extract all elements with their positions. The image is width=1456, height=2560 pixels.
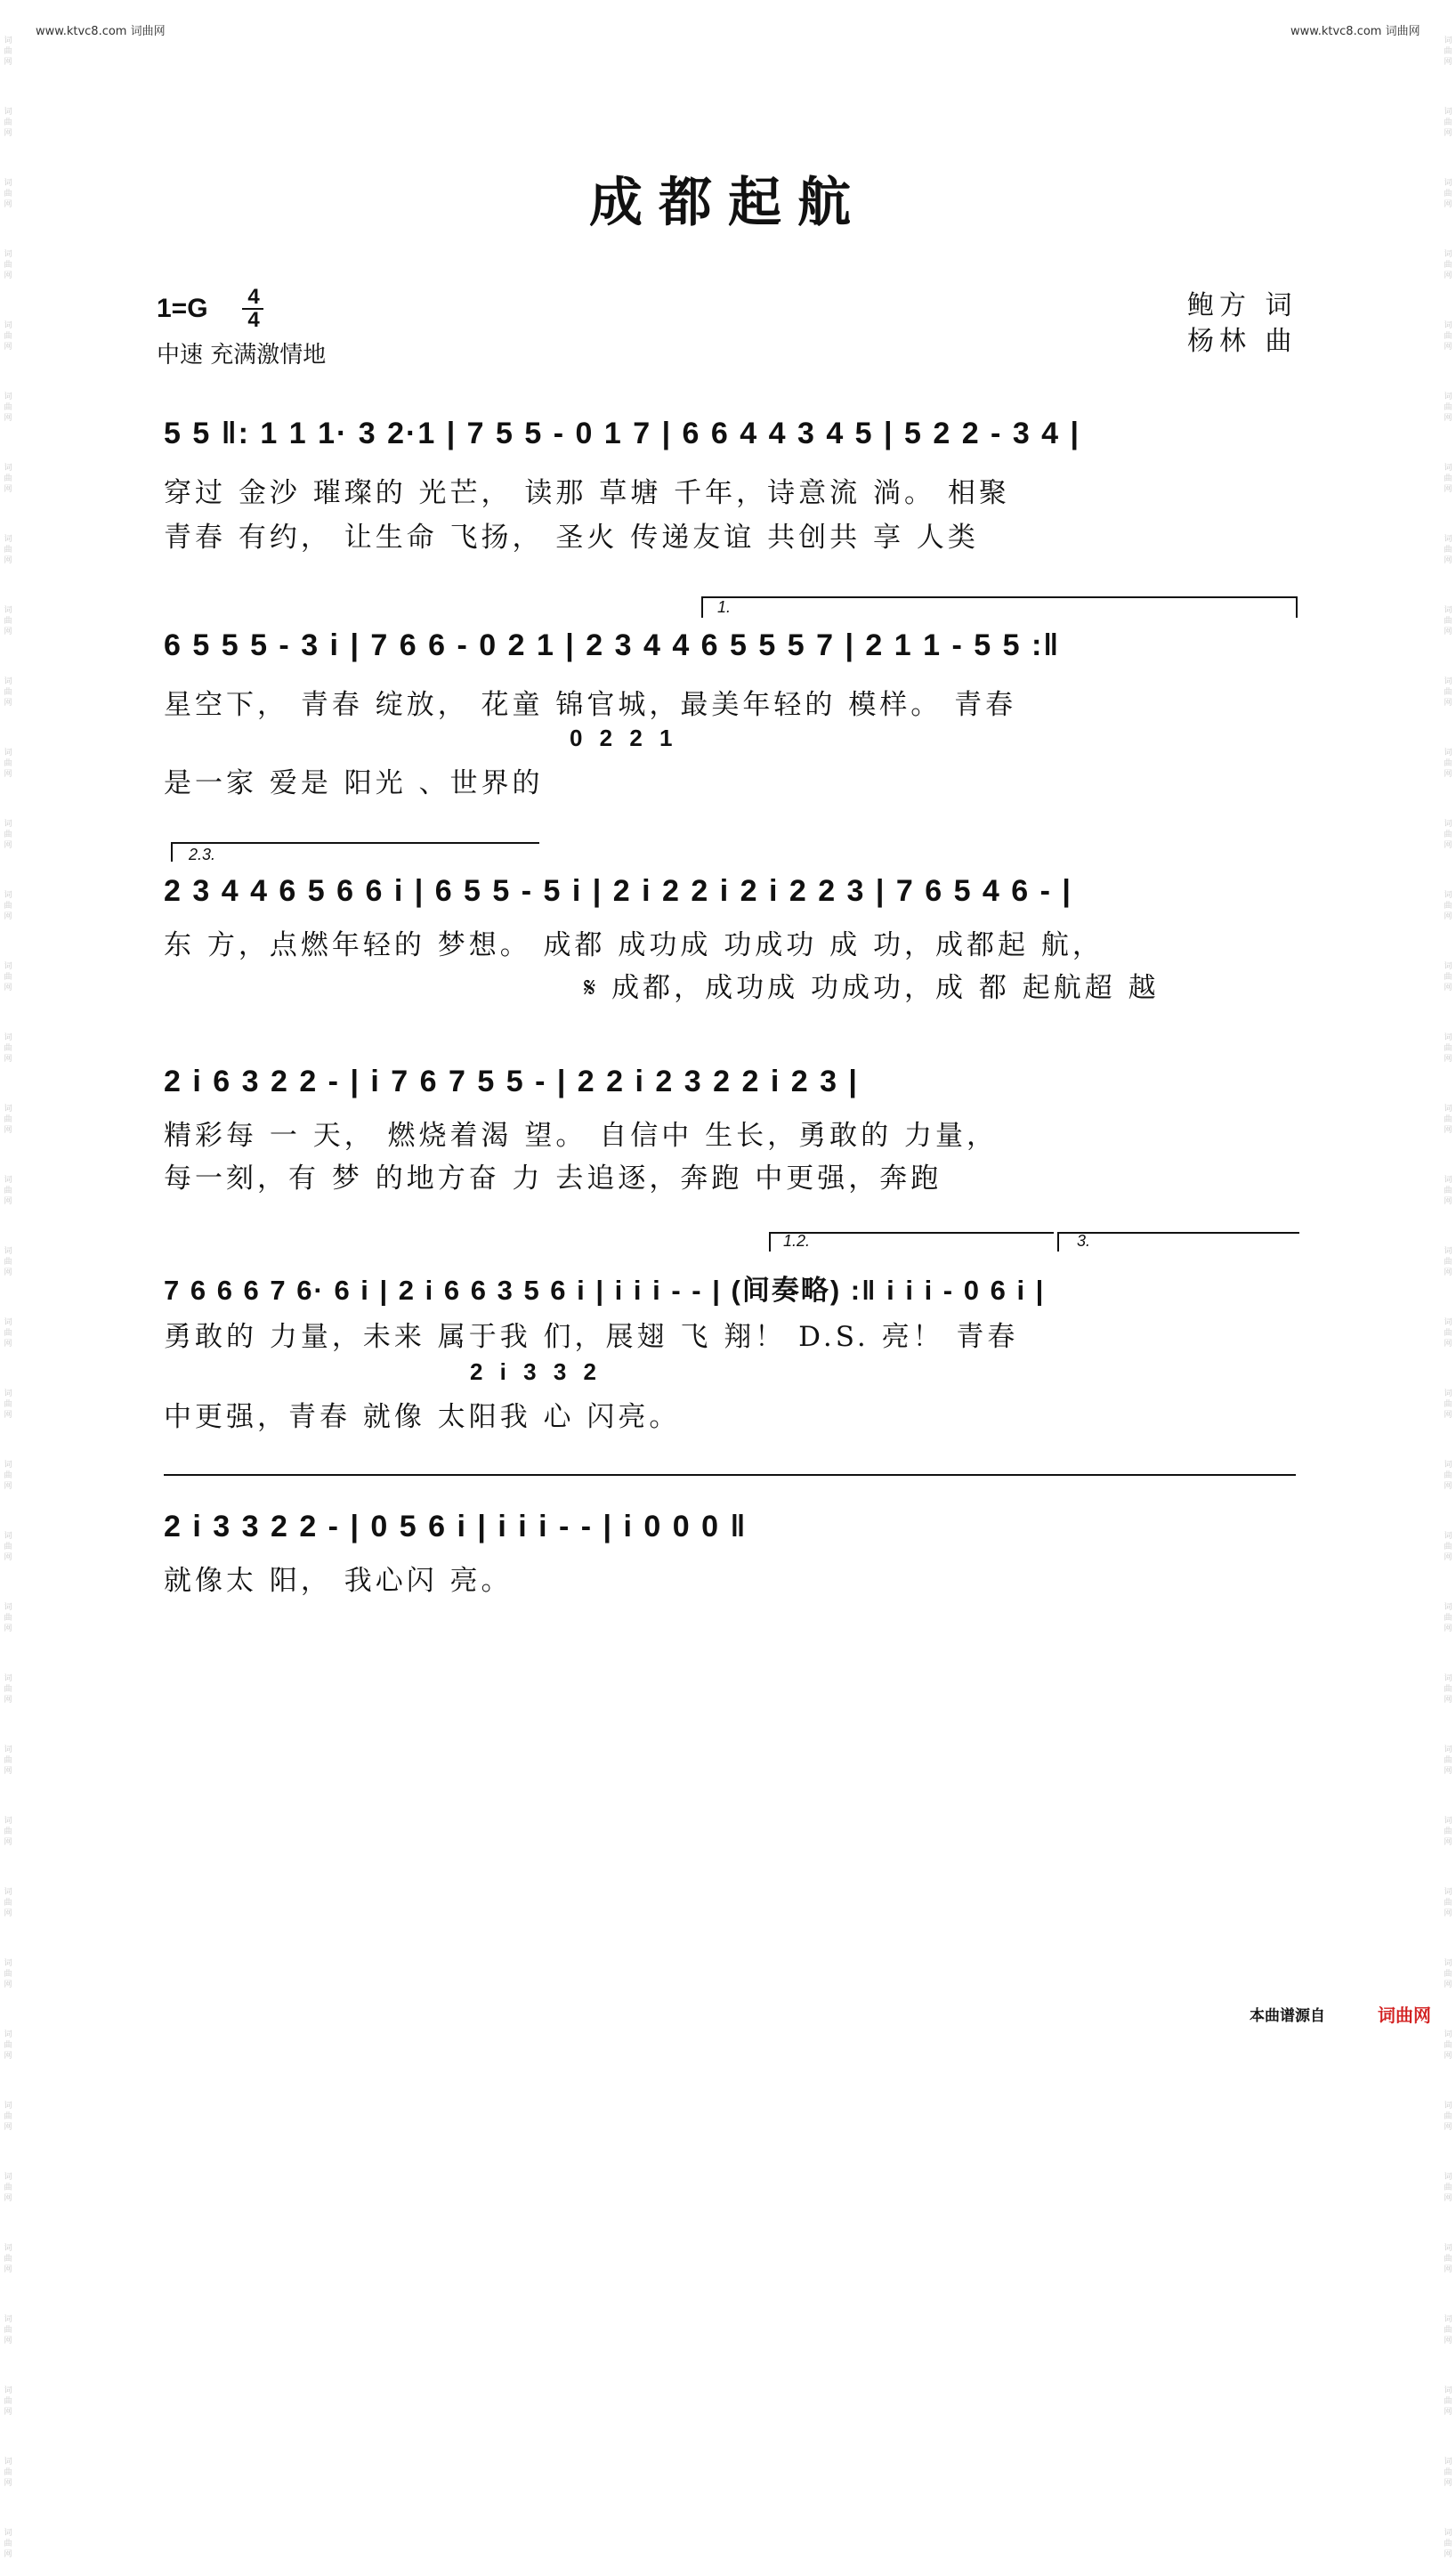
side-mark: 词曲网 bbox=[1444, 1247, 1452, 1277]
side-mark: 词曲网 bbox=[4, 108, 12, 138]
notation-line-6: 2 i 3 3 2 2 - | 0 5 6 i | i i i - - | i 0 0 0 ‖ bbox=[164, 1510, 748, 1543]
side-mark: 词曲网 bbox=[4, 1033, 12, 1064]
side-mark: 词曲网 bbox=[4, 321, 12, 352]
lyric-line-6a: 就像太 阳， 我心闪 亮。 bbox=[164, 1565, 513, 1597]
site-watermark-right: www.ktvc8.com 词曲网 bbox=[1290, 25, 1420, 38]
side-mark: 词曲网 bbox=[4, 393, 12, 423]
side-mark: 词曲网 bbox=[1444, 36, 1452, 67]
side-mark: 词曲网 bbox=[4, 1674, 12, 1705]
composer-credit: 杨林 曲 bbox=[1187, 326, 1298, 357]
side-mark: 词曲网 bbox=[1444, 1888, 1452, 1918]
time-signature bbox=[242, 287, 265, 331]
side-mark: 词曲网 bbox=[4, 1247, 12, 1277]
lyric-line-1a: 穿过 金沙 璀璨的 光芒， 读那 草塘 千年，诗意流 淌。 相聚 bbox=[164, 477, 1010, 509]
right-side-watermark bbox=[1442, 36, 1454, 2559]
volta-bracket-4 bbox=[1057, 1232, 1299, 1234]
volta-bracket-1-left bbox=[701, 596, 703, 618]
notation-line-1: 5 5 ‖: 1 1 1· 3 2·1 | 7 5 5 - 0 1 7 | 6 6 4 4 3 4 5 | 5 2 2 - 3 4 | bbox=[164, 417, 1081, 450]
side-mark: 词曲网 bbox=[4, 820, 12, 850]
side-mark: 词曲网 bbox=[4, 677, 12, 708]
side-mark: 词曲网 bbox=[1444, 820, 1452, 850]
alt-notation-2: 0 2 2 1 bbox=[570, 725, 678, 751]
lyric-line-3a: 东 方，点燃年轻的 梦想。 成都 成功成 功成功 成 功，成都起 航， bbox=[164, 929, 1104, 961]
side-mark: 词曲网 bbox=[1444, 321, 1452, 352]
side-mark: 词曲网 bbox=[1444, 1603, 1452, 1633]
side-mark: 词曲网 bbox=[4, 1746, 12, 1776]
lyric-line-2a: 星空下， 青春 绽放， 花童 锦官城，最美年轻的 模样。 青春 bbox=[164, 689, 1017, 721]
side-mark: 词曲网 bbox=[4, 2173, 12, 2203]
time-signature-bottom: 4 bbox=[247, 308, 260, 332]
notation-line-2: 6 5 5 5 - 3 i | 7 6 6 - 0 2 1 | 2 3 4 4 6 5 5 5 7 | 2 1 1 - 5 5 :‖ bbox=[164, 628, 1061, 662]
side-mark: 词曲网 bbox=[4, 2386, 12, 2417]
volta-bracket-2-left bbox=[171, 842, 173, 862]
side-mark: 词曲网 bbox=[4, 962, 12, 992]
side-mark: 词曲网 bbox=[4, 891, 12, 921]
song-title: 成都起航 bbox=[589, 172, 867, 234]
time-signature-top: 4 bbox=[247, 285, 260, 309]
side-mark: 词曲网 bbox=[1444, 1532, 1452, 1562]
side-mark: 词曲网 bbox=[1444, 2529, 1452, 2559]
side-mark: 词曲网 bbox=[4, 179, 12, 209]
side-mark: 词曲网 bbox=[4, 2529, 12, 2559]
side-mark: 词曲网 bbox=[1444, 677, 1452, 708]
side-mark: 词曲网 bbox=[4, 2030, 12, 2061]
lyric-line-3b: 𝄋 成都，成功成 功成功，成 都 起航超 越 bbox=[584, 972, 1160, 1004]
side-mark: 词曲网 bbox=[1444, 1959, 1452, 1989]
side-mark: 词曲网 bbox=[1444, 393, 1452, 423]
side-mark: 词曲网 bbox=[4, 1817, 12, 1847]
side-mark: 词曲网 bbox=[4, 1318, 12, 1349]
side-mark: 词曲网 bbox=[4, 2458, 12, 2488]
final-staff-top bbox=[164, 1474, 1296, 1476]
left-side-watermark bbox=[2, 36, 14, 2559]
alt-notation-5: 2 i 3 3 2 bbox=[470, 1358, 602, 1385]
side-mark: 词曲网 bbox=[1444, 179, 1452, 209]
side-mark: 词曲网 bbox=[4, 36, 12, 67]
volta-1-label: 1. bbox=[717, 598, 732, 616]
side-mark: 词曲网 bbox=[4, 1105, 12, 1135]
footer-source: 本曲谱源自 bbox=[1250, 2007, 1325, 2025]
side-mark: 词曲网 bbox=[1444, 749, 1452, 779]
side-mark: 词曲网 bbox=[4, 1532, 12, 1562]
side-mark: 词曲网 bbox=[4, 1389, 12, 1420]
side-mark: 词曲网 bbox=[4, 749, 12, 779]
side-mark: 词曲网 bbox=[1444, 2244, 1452, 2274]
lyric-line-5b: 中更强，青春 就像 太阳我 心 闪亮。 bbox=[164, 1401, 681, 1433]
side-mark: 词曲网 bbox=[1444, 108, 1452, 138]
volta-bracket-3 bbox=[769, 1232, 1054, 1234]
side-mark: 词曲网 bbox=[1444, 1461, 1452, 1491]
side-mark: 词曲网 bbox=[4, 1461, 12, 1491]
lyric-line-1b: 青春 有约， 让生命 飞扬， 圣火 传递友谊 共创共 享 人类 bbox=[164, 522, 979, 554]
side-mark: 词曲网 bbox=[1444, 464, 1452, 494]
notation-line-4: 2 i 6 3 2 2 - | i 7 6 7 5 5 - | 2 2 i 2 3 2 2 i 2 3 | bbox=[164, 1065, 859, 1098]
volta-3-label: 1.2. bbox=[783, 1232, 811, 1250]
site-watermark-left: www.ktvc8.com 词曲网 bbox=[36, 25, 166, 38]
side-mark: 词曲网 bbox=[1444, 1318, 1452, 1349]
volta-2-label: 2.3. bbox=[189, 846, 216, 863]
side-mark: 词曲网 bbox=[4, 464, 12, 494]
volta-4-label: 3. bbox=[1077, 1232, 1091, 1250]
side-mark: 词曲网 bbox=[4, 1959, 12, 1989]
side-mark: 词曲网 bbox=[1444, 1176, 1452, 1206]
side-mark: 词曲网 bbox=[1444, 962, 1452, 992]
lyric-line-5a: 勇敢的 力量，未来 属于我 们，展翅 飞 翔！ D.S. 亮！ 青春 bbox=[164, 1321, 1019, 1353]
side-mark: 词曲网 bbox=[4, 1176, 12, 1206]
side-mark: 词曲网 bbox=[1444, 2030, 1452, 2061]
tempo-marking: 中速 充满激情地 bbox=[157, 342, 327, 369]
side-mark: 词曲网 bbox=[4, 1603, 12, 1633]
side-mark: 词曲网 bbox=[1444, 1817, 1452, 1847]
side-mark: 词曲网 bbox=[4, 1888, 12, 1918]
side-mark: 词曲网 bbox=[1444, 2458, 1452, 2488]
volta-bracket-3-left bbox=[769, 1232, 771, 1252]
lyricist-credit: 鲍方 词 bbox=[1187, 290, 1298, 321]
side-mark: 词曲网 bbox=[1444, 1033, 1452, 1064]
volta-bracket-2 bbox=[171, 842, 539, 844]
side-mark: 词曲网 bbox=[1444, 2173, 1452, 2203]
volta-bracket-1-right bbox=[1296, 596, 1298, 618]
side-mark: 词曲网 bbox=[1444, 2315, 1452, 2345]
side-mark: 词曲网 bbox=[4, 535, 12, 565]
side-mark: 词曲网 bbox=[1444, 891, 1452, 921]
side-mark: 词曲网 bbox=[4, 2244, 12, 2274]
side-mark: 词曲网 bbox=[4, 2102, 12, 2132]
lyric-line-4b: 每一刻，有 梦 的地方奋 力 去追逐，奔跑 中更强，奔跑 bbox=[164, 1163, 942, 1195]
side-mark: 词曲网 bbox=[1444, 1389, 1452, 1420]
side-mark: 词曲网 bbox=[1444, 1674, 1452, 1705]
side-mark: 词曲网 bbox=[1444, 250, 1452, 280]
lyric-line-2b: 是一家 爱是 阳光 、世界的 bbox=[164, 767, 544, 799]
side-mark: 词曲网 bbox=[4, 250, 12, 280]
side-mark: 词曲网 bbox=[1444, 535, 1452, 565]
side-mark: 词曲网 bbox=[1444, 606, 1452, 636]
notation-line-3: 2 3 4 4 6 5 6 6 i | 6 5 5 - 5 i | 2 i 2 2 i 2 i 2 2 3 | 7 6 5 4 6 - | bbox=[164, 874, 1072, 908]
side-mark: 词曲网 bbox=[4, 2315, 12, 2345]
footer-brand-logo: 词曲网 bbox=[1378, 2005, 1431, 2026]
lyric-line-4a: 精彩每 一 天， 燃烧着渴 望。 自信中 生长，勇敢的 力量， bbox=[164, 1120, 998, 1152]
notation-line-5: 7 6 6 6 7 6· 6 i | 2 i 6 6 3 5 6 i | i i i - - | (间奏略) :‖ i i i - 0 6 i | bbox=[164, 1275, 1046, 1306]
key-signature: 1=G bbox=[157, 294, 208, 323]
side-mark: 词曲网 bbox=[1444, 1105, 1452, 1135]
side-mark: 词曲网 bbox=[1444, 2102, 1452, 2132]
side-mark: 词曲网 bbox=[1444, 2386, 1452, 2417]
volta-bracket-1 bbox=[701, 596, 1296, 598]
volta-bracket-4-left bbox=[1057, 1232, 1059, 1252]
side-mark: 词曲网 bbox=[4, 606, 12, 636]
side-mark: 词曲网 bbox=[1444, 1746, 1452, 1776]
